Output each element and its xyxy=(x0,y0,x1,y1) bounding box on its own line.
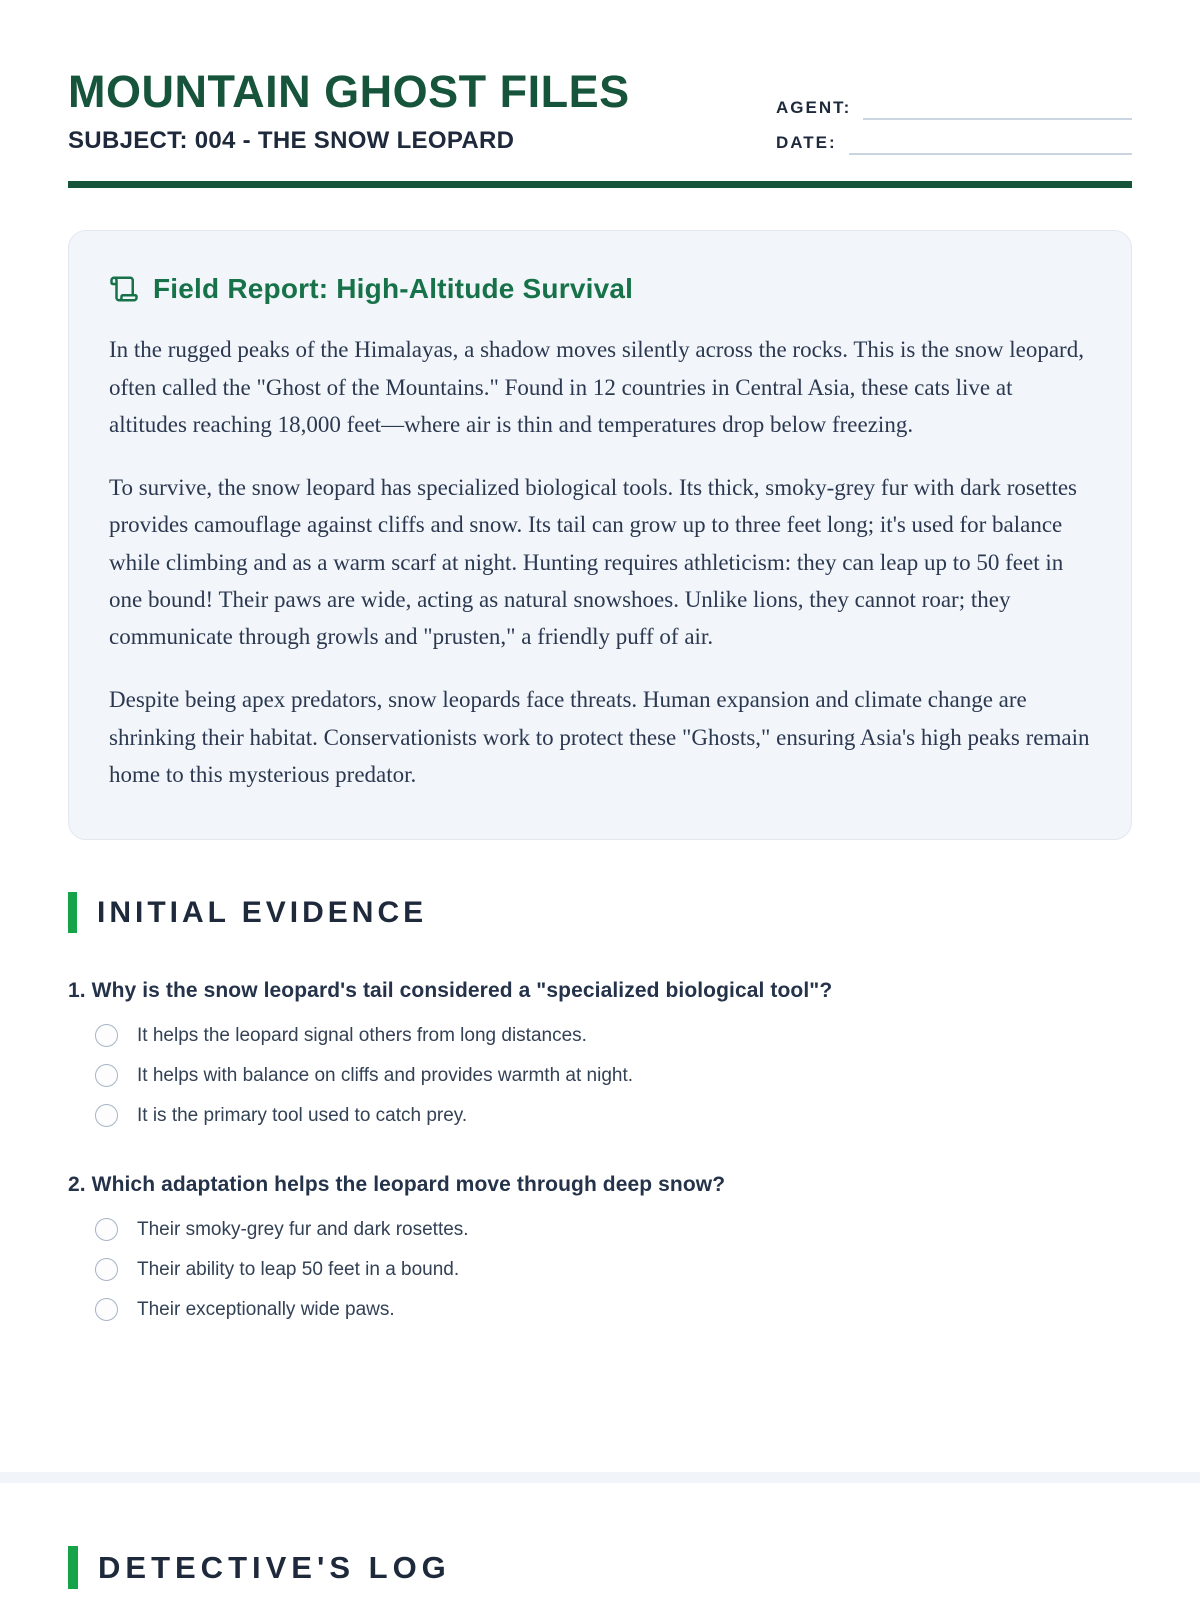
scroll-icon xyxy=(109,274,139,304)
radio-button[interactable] xyxy=(95,1064,118,1087)
title-block xyxy=(68,68,630,155)
field-report-card xyxy=(68,230,1132,840)
answer-option xyxy=(95,1104,1132,1127)
answer-option-label: It is the primary tool used to catch prey. xyxy=(137,1104,468,1126)
document-header xyxy=(68,0,1132,155)
answer-option xyxy=(95,1024,1132,1047)
answer-option xyxy=(95,1298,1132,1321)
answer-option-label: Their exceptionally wide paws. xyxy=(137,1298,395,1320)
agent-date-block xyxy=(776,98,1132,155)
radio-button[interactable] xyxy=(95,1024,118,1047)
question-title: 1. Why is the snow leopard's tail considered a "specialized biological tool"? xyxy=(68,979,833,1002)
agent-field[interactable] xyxy=(863,98,1132,120)
section-title: INITIAL EVIDENCE xyxy=(97,896,428,929)
field-report-title: Field Report: High-Altitude Survival xyxy=(153,273,634,305)
radio-button[interactable] xyxy=(95,1104,118,1127)
answer-option-label: It helps the leopard signal others from long distances. xyxy=(137,1024,587,1046)
radio-button[interactable] xyxy=(95,1218,118,1241)
question-1 xyxy=(68,979,1132,1127)
radio-button[interactable] xyxy=(95,1298,118,1321)
question-1-options xyxy=(68,1024,1132,1127)
date-label: DATE: xyxy=(776,133,837,152)
subject-line: SUBJECT: 004 - THE SNOW LEOPARD xyxy=(68,127,515,155)
section-accent-bar xyxy=(68,1546,78,1589)
date-field[interactable] xyxy=(849,133,1132,155)
answer-option-label: It helps with balance on cliffs and provides warmth at night. xyxy=(137,1064,634,1086)
section-accent-bar xyxy=(68,892,77,933)
question-2-options xyxy=(68,1218,1132,1321)
question-2 xyxy=(68,1173,1132,1321)
answer-option-label: Their smoky-grey fur and dark rosettes. xyxy=(137,1218,469,1240)
radio-button[interactable] xyxy=(95,1258,118,1281)
initial-evidence-heading xyxy=(68,892,1132,933)
report-paragraph: Despite being apex predators, snow leopards face threats. Human expansion and climate change are shrinking their habitat. Conservationists work to protect these "Ghosts," ensuring Asia's high peaks remain home to this mysterious predator. xyxy=(109,687,1090,787)
report-paragraph: To survive, the snow leopard has specialized biological tools. Its thick, smoky-grey fur with dark rosettes provides camouflage against cliffs and snow. Its tail can grow up to three feet long; it's used for balance while climbing and as a warm scarf at night. Hunting requires athleticism: they can leap up to 50 feet in one bound! Their paws are wide, acting as natural snowshoes. Unlike lions, they cannot roar; they communicate through growls and "prusten," a friendly puff of air. xyxy=(109,475,1077,649)
worksheet-page-2 xyxy=(0,1483,1200,1600)
page-title: MOUNTAIN GHOST FILES xyxy=(68,66,630,117)
answer-option xyxy=(95,1258,1132,1281)
report-paragraph: In the rugged peaks of the Himalayas, a shadow moves silently across the rocks. This is the snow leopard, often called the "Ghost of the Mountains." Found in 12 countries in Central Asia, these cats live at altitudes reaching 18,000 feet—where air is thin and temperatures drop below freezing. xyxy=(109,337,1084,437)
answer-option xyxy=(95,1064,1132,1087)
detectives-log-heading xyxy=(68,1546,1132,1589)
agent-row xyxy=(776,98,1132,120)
header-divider xyxy=(68,181,1132,188)
section-title: DETECTIVE'S LOG xyxy=(98,1550,451,1585)
question-title: 2. Which adaptation helps the leopard move through deep snow? xyxy=(68,1173,726,1196)
answer-option-label: Their ability to leap 50 feet in a bound. xyxy=(137,1258,460,1280)
answer-option xyxy=(95,1218,1132,1241)
date-row xyxy=(776,133,1132,155)
page-break-gap xyxy=(0,1472,1200,1483)
field-report-header xyxy=(109,273,1091,305)
agent-label: AGENT: xyxy=(776,98,852,117)
